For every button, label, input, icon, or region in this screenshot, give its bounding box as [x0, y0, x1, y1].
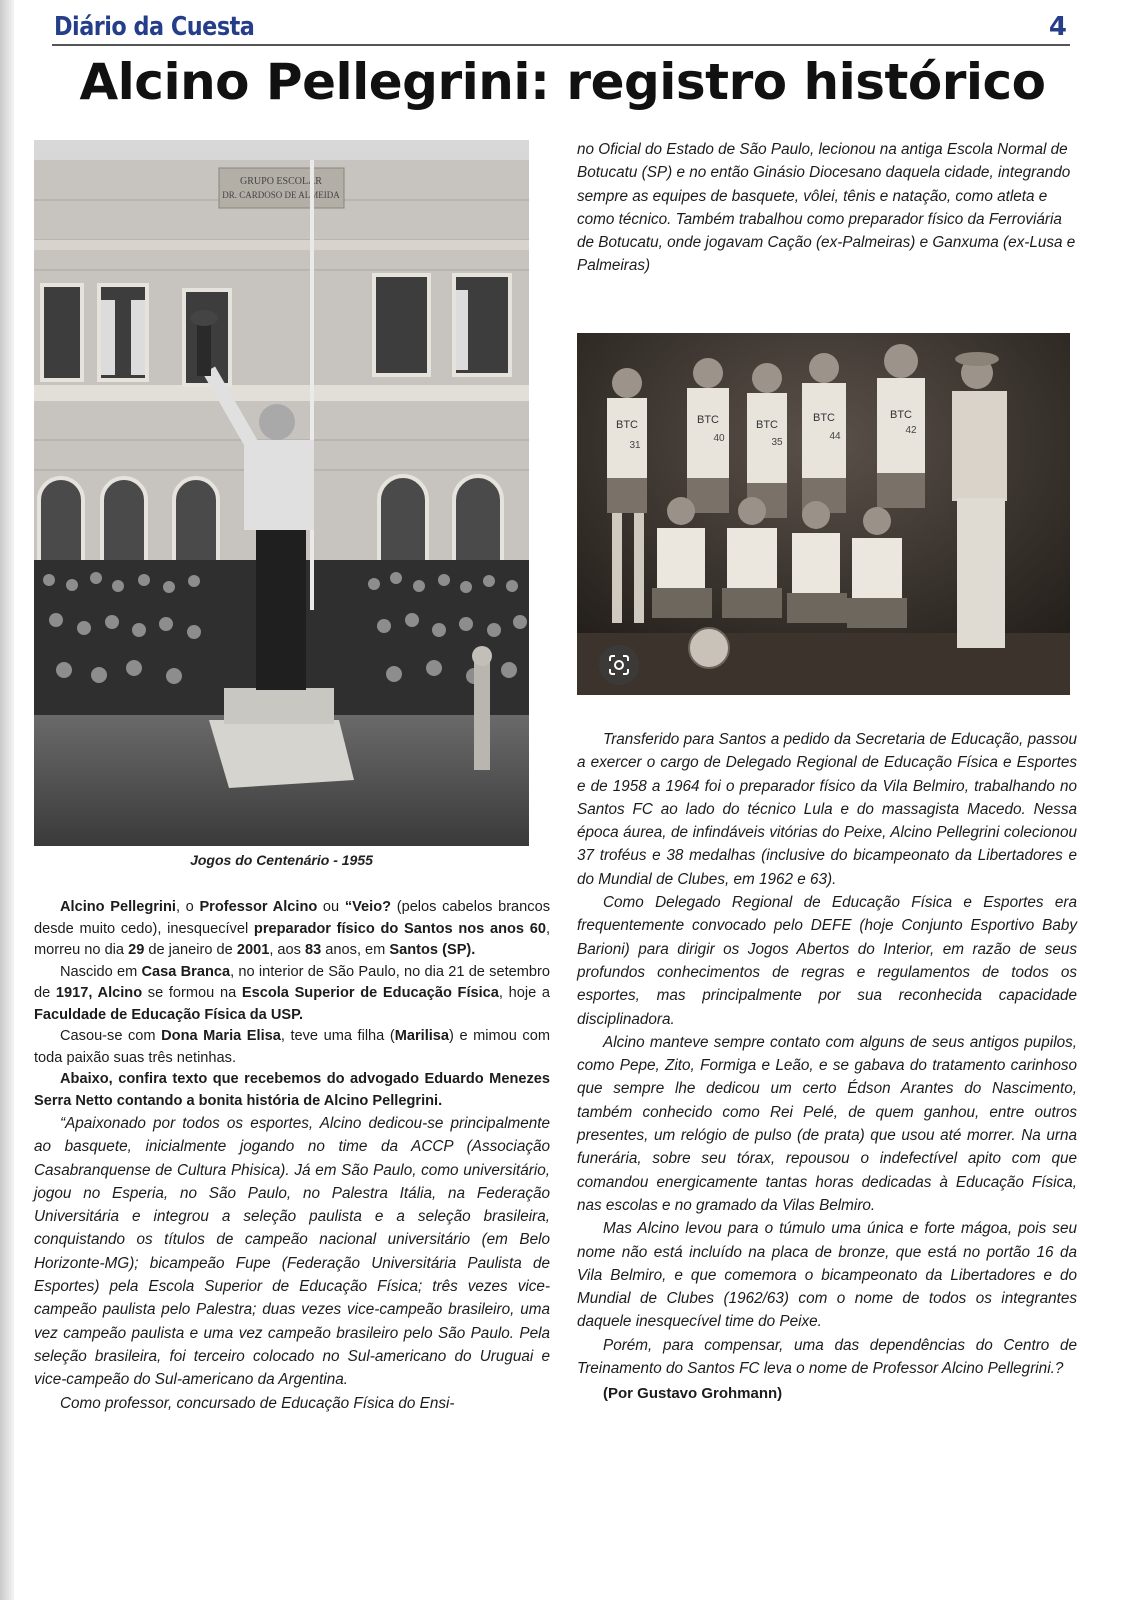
- page-edge-shadow: [0, 0, 14, 1600]
- team-illustration: [577, 333, 1070, 695]
- paragraph-intro: [34, 897, 550, 962]
- bold-text: 29: [128, 942, 145, 958]
- text-run: , aos: [269, 942, 306, 958]
- text-run: se formou na: [142, 985, 242, 1001]
- jersey-number: 31: [629, 440, 641, 451]
- bold-text: 83: [305, 942, 322, 958]
- jersey-label: BTC: [890, 409, 912, 421]
- paragraph-plaque: Mas Alcino levou para o túmulo uma única e forte mágoa, pois seu nome não está incluído na placa de bronze, que está no portão 16 da Vila Belmiro, e que comemora o bicampeonato da Libertadores e do Mundial de Clubes (1962/63) com o nome de todos os integrantes daquele inesquecível time do Peixe.: [577, 1220, 1077, 1331]
- column-left: [34, 897, 550, 1415]
- paragraph-quote-teacher: Como professor, concursado de Educação Física do Ensi-: [60, 1394, 455, 1412]
- bold-text: Faculdade de Educação Física da USP.: [34, 1006, 304, 1023]
- jersey-label: BTC: [756, 419, 778, 431]
- text-run: , morreu no dia: [34, 920, 550, 958]
- photo-caption: Jogos do Centenário - 1955: [190, 852, 373, 868]
- photo-ceremony: [34, 140, 529, 846]
- jersey-number: 40: [713, 433, 725, 444]
- bold-text: 1917, Alcino: [55, 985, 143, 1001]
- photo-basketball-team: [577, 333, 1070, 695]
- bold-text: Alcino Pellegrini: [60, 899, 176, 915]
- text-run: ou: [317, 899, 345, 915]
- jersey-label: BTC: [697, 414, 719, 426]
- bold-text: Casa Branca: [141, 963, 231, 980]
- text-run: Casou-se com: [60, 1028, 162, 1044]
- paragraph-intro-quote: Abaixo, confira texto que recebemos do advogado Eduardo Menezes Serra Netto contando a bonita história de Alcino Pellegrini.: [34, 1071, 550, 1109]
- text-run: , hoje a: [498, 985, 550, 1001]
- jersey-number: 44: [829, 431, 841, 442]
- text-run: (pelos cabelos brancos desde muito cedo), inesquecível: [34, 899, 550, 937]
- column-right-top: [577, 138, 1077, 278]
- sign-line-1: GRUPO ESCOLAR: [240, 176, 322, 187]
- bold-text: 2001: [236, 942, 270, 958]
- visual-search-button[interactable]: [599, 645, 639, 685]
- jersey-label: BTC: [813, 412, 835, 424]
- paragraph-continuation: no Oficial do Estado de São Paulo, lecionou na antiga Escola Normal de Botucatu (SP) e no então Ginásio Diocesano daquela cidade, integrando sempre as equipes de basquete, vôlei, tênis e natação, como atleta e como técnico. Também trabalhou como preparador físico da Ferroviária de Botucatu, onde jogavam Cação (ex-Palmeiras) e Ganxuma (ex-Lusa e Palmeiras): [577, 141, 1076, 275]
- paragraph-pupils: Alcino manteve sempre contato com alguns de seus antigos pupilos, como Pepe, Zito, Formiga e Leão, e se gabava do tratamento carinhoso que sempre lhe dedicou um certo Édson Arantes do Nascimento, também conhecido como Rei Pelé, de quem ganhou, entre outros presentes, um relógio de pulso (de prata) que usou até morrer. Na urna funerária, sobre seu tórax, repousou o indefectível apito com que comandou energicamente tantas horas dedicadas à Educação Física, nas escolas e no gramado da Vilas Belmiro.: [577, 1033, 1077, 1214]
- bold-text: Escola Superior de Educação Física: [241, 985, 499, 1001]
- paragraph-birth: [34, 962, 550, 1027]
- sign-line-2: DR. CARDOSO DE ALMEIDA: [222, 190, 340, 200]
- bold-text: Santos (SP).: [389, 942, 476, 958]
- bold-text: Professor Alcino: [199, 899, 318, 915]
- header-rule: [52, 44, 1070, 46]
- paragraph-santos: Transferido para Santos a pedido da Secretaria de Educação, passou a exercer o cargo de Delegado Regional de Educação Física e Esportes e de 1958 a 1964 foi o preparador físico da Vila Belmiro, trabalhando no Santos FC ao lado do técnico Lula e do massagista Macedo. Nessa época áurea, de infindáveis vitórias do Peixe, Alcino Pellegrini colecionou 37 troféus e 38 medalhas (inclusive do bicampeonato da Libertadores e do Mundial de Clubes, em 1962 e 63).: [577, 731, 1077, 888]
- jersey-number: 42: [905, 425, 917, 436]
- paragraph-delegado: Como Delegado Regional de Educação Física e Esportes era frequentemente convocado pelo DEFE (hoje Conjunto Esportivo Baby Barioni) para dirigir os Jogos Abertos do Interior, em razão de seus profundos conhecimentos de regras e regulamentos de todos os esportes, mas principalmente por sua reconhecida capacidade disciplinadora.: [577, 894, 1077, 1028]
- ceremony-illustration: [34, 140, 529, 846]
- bold-text: preparador físico do Santos nos anos 60: [253, 920, 546, 937]
- masthead: Diário da Cuesta: [54, 12, 255, 42]
- bio-section: [34, 897, 550, 1112]
- column-right: [577, 728, 1077, 1406]
- paragraph-quote-career: “Apaixonado por todos os esportes, Alcino dedicou-se principalmente ao basquete, inicialmente jogando no time da ACCP (Associação Casabranquense de Cultura Phisica). Já em São Paulo, como universitário, jogou no Esperia, no São Paulo, no Palestra Itália, na Federação Universitária e integrou a seleção paulista e a seleção brasileira, conquistando os títulos de campeão nacional universitário (em Belo Horizonte-MG); bicampeão Fupe (Federação Universitária Paulista de Esportes) pela Escola Superior de Educação Física; três vezes vice-campeão paulista pelo Palestra; duas vezes vice-campeão brasileiro, uma vez campeão paulista e uma vez campeão brasileiro pelo São Paulo. Pela seleção brasileira, foi terceiro colocado no Sul-americano do Uruguai e vice-campeão do Sul-americano da Argentina.: [34, 1115, 550, 1389]
- jersey-number: 35: [771, 437, 783, 448]
- text-run: anos, em: [321, 942, 390, 958]
- text-run: , teve uma filha (: [280, 1028, 395, 1044]
- text-run: , o: [175, 899, 200, 915]
- bold-text: “Veio?: [344, 899, 392, 915]
- page-number: 4: [1048, 12, 1067, 42]
- headline: Alcino Pellegrini: registro histórico: [79, 53, 1046, 111]
- text-run: de janeiro de: [144, 942, 237, 958]
- text-run: Nascido em: [60, 963, 142, 980]
- bold-text: Marilisa: [394, 1028, 450, 1044]
- byline: (Por Gustavo Grohmann): [603, 1385, 783, 1403]
- bold-text: Dona Maria Elisa: [161, 1028, 281, 1044]
- text-run: , no interior de São Paulo, no dia 21 de setembro de: [34, 963, 550, 1001]
- lens-icon: [608, 654, 630, 676]
- text-run: ) e mimou com toda paixão suas três netinhas.: [34, 1028, 550, 1066]
- jersey-label: BTC: [616, 419, 638, 431]
- paragraph-ct: Porém, para compensar, uma das dependências do Centro de Treinamento do Santos FC leva o nome de Professor Alcino Pellegrini.?: [577, 1336, 1077, 1378]
- paragraph-family: [34, 1026, 550, 1069]
